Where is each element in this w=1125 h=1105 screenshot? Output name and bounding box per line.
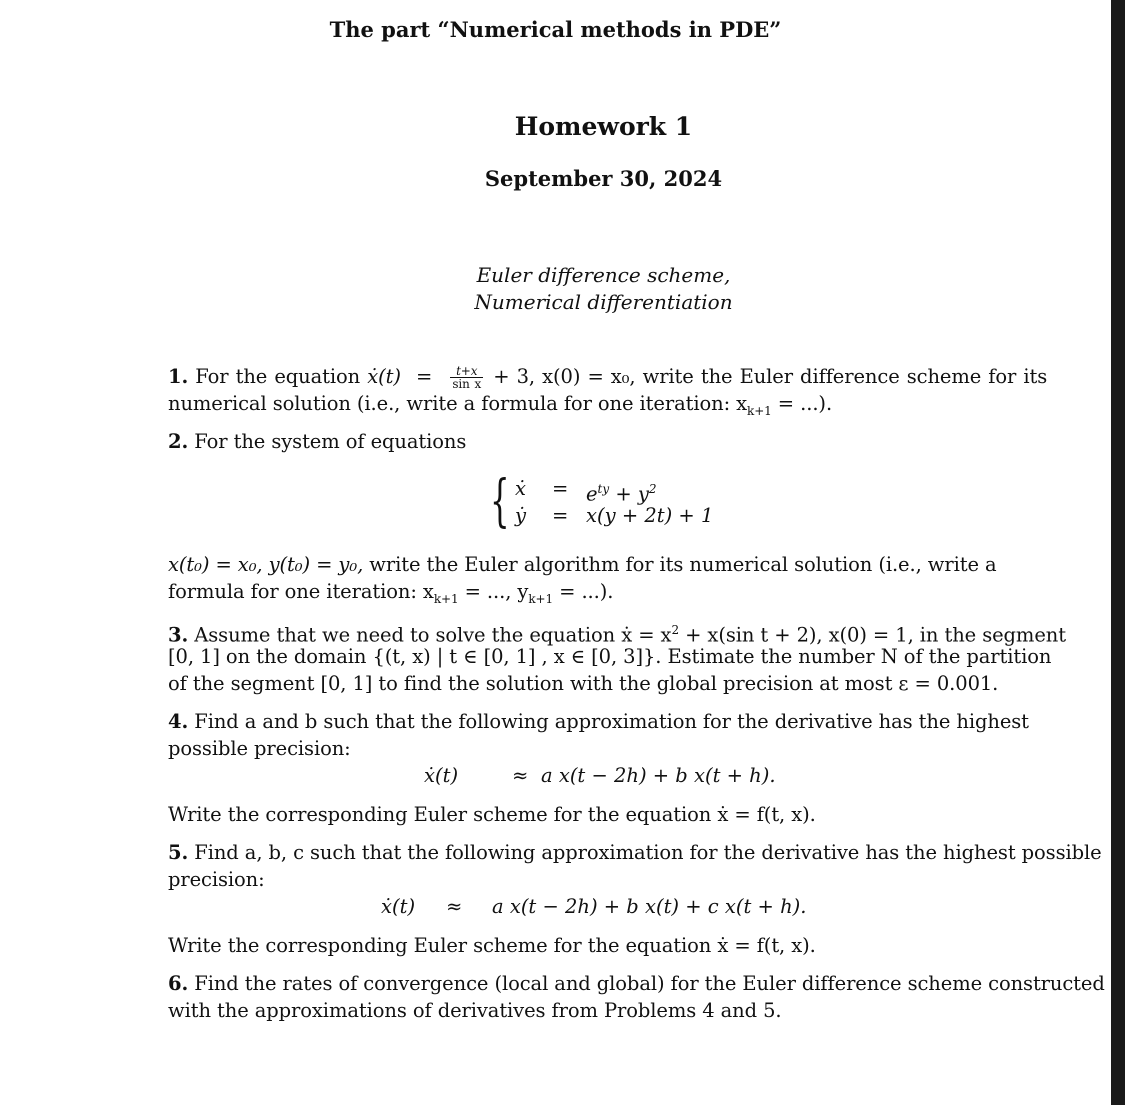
topic-line-1: Euler difference scheme, [476,263,731,287]
problem-5-line-3: Write the corresponding Euler scheme for the equation ẋ = f(t, x). [168,934,816,957]
system-eq-2: = [552,504,569,527]
problem-6-line-2: with the approximations of derivatives from Problems 4 and 5. [168,999,782,1022]
system-lhs-2: ẏ [515,504,527,527]
problem-3-line-3: of the segment [0, 1] to find the solution with the global precision at most ε = 0.001. [168,672,999,695]
problem-2-intro: 2. For the system of equations [168,430,467,453]
problem-4-line-2: possible precision: [168,737,351,760]
system-eq-1: = [552,477,569,500]
problem-1-line-1: 1. For the equation ẋ(t) = $\frac{t+x}{\text{sin x}}$ + 3, x(0) = x₀, write the Euler difference scheme for its [168,364,1048,391]
problem-4-approx: ≈ [512,764,529,787]
system-lhs-1: ẋ [515,477,526,500]
topic-line-2: Numerical differentiation [474,290,733,314]
problem-3-line-1: 3. Assume that we need to solve the equation ẋ = $x^2 + x(\sin$ t + 2), x(0) = 1, in the segment [168,623,1066,647]
problem-5-number: 5. [168,841,189,864]
fraction: $\frac{t+x}{\text{sin x}}$ [452,364,482,391]
system-rhs-2: x(y + 2t) + 1 [586,504,714,527]
problem-5-approx: ≈ [446,895,463,918]
homework-title: Homework 1 [514,112,693,141]
problem-4-line-1: 4. Find a and b such that the following approximation for the derivative has the highest [168,710,1029,733]
system-rhs-1: $e^{ty} + y^2$ [586,482,657,506]
problem-1-line-2: numerical solution (i.e., write a formula for one iteration: $x_{k+1}$ = ...). [168,392,833,418]
problem-5-line-2: precision: [168,868,265,891]
problem-4-number: 4. [168,710,189,733]
window-edge [1111,0,1125,1105]
problem-5-formula-lhs: ẋ(t) [381,895,416,918]
problem-5-formula-rhs: a x(t − 2h) + b x(t) + c x(t + h). [492,895,807,918]
problem-1-number: 1. [168,365,189,388]
problem-2-number: 2. [168,430,189,453]
problem-6-line-1: 6. Find the rates of convergence (local and global) for the Euler difference scheme constructed [168,972,1105,995]
problem-4-formula-lhs: ẋ(t) [424,764,459,787]
problem-3-line-2: [0, 1] on the domain {(t, x) | t ∈ [0, 1] , x ∈ [0, 3]}. Estimate the number N of the partition [168,645,1052,668]
problem-2-line-2: x(t₀) = x₀, y(t₀) = y₀, write the Euler algorithm for its numerical solution (i.e., write a [168,553,997,576]
homework-date: September 30, 2024 [484,166,723,191]
problem-4-line-3: Write the corresponding Euler scheme for the equation ẋ = f(t, x). [168,803,816,826]
problem-4-formula-rhs: a x(t − 2h) + b x(t + h). [541,764,776,787]
problem-5-line-1: 5. Find a, b, c such that the following approximation for the derivative has the highest possible [168,841,1102,864]
part-title: The part “Numerical methods in PDE” [329,17,782,42]
problem-3-number: 3. [168,623,189,647]
problem-2-line-3: formula for one iteration: $x_{k+1}$ = ..., $y_{k+1}$ = ...). [168,580,614,606]
problem-6-number: 6. [168,972,189,995]
system-brace: { [490,469,510,534]
